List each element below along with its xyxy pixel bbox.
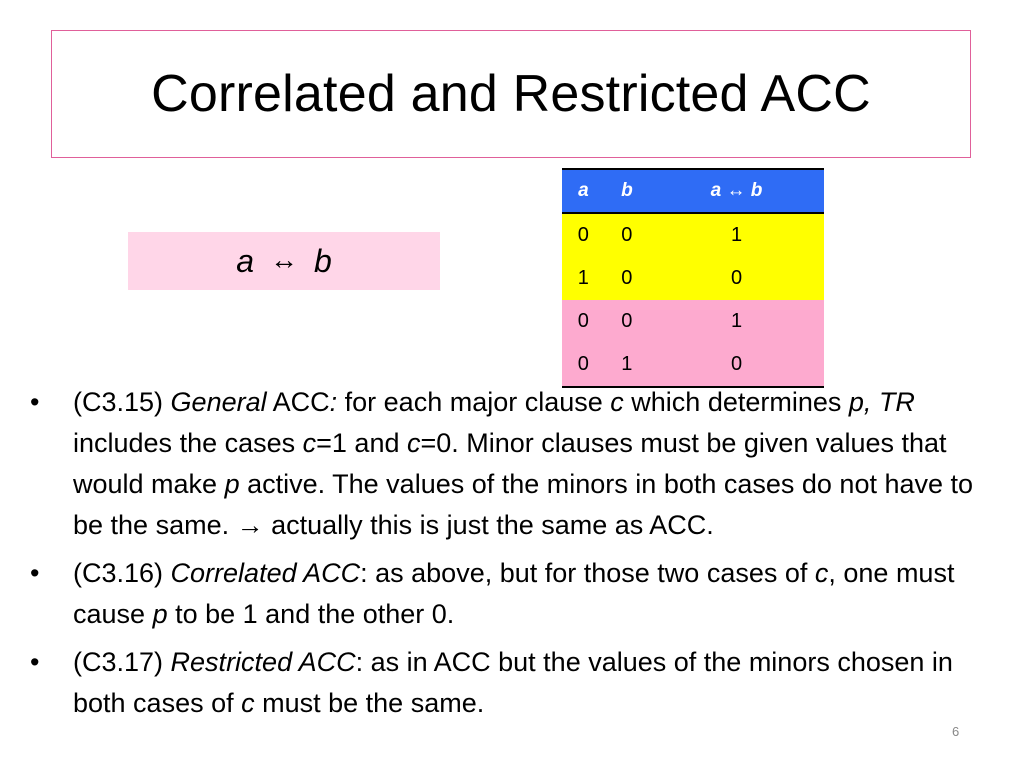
title-box bbox=[51, 30, 971, 158]
var-p: p bbox=[152, 599, 168, 629]
header-b: b bbox=[605, 169, 649, 213]
text-span: to be 1 and the other 0. bbox=[167, 599, 455, 629]
text-span: includes the cases bbox=[73, 428, 303, 458]
table-row bbox=[562, 257, 824, 300]
slide-title: Correlated and Restricted ACC bbox=[151, 65, 871, 123]
text-span: : as in ACC but the values of the minors chosen in both cases of bbox=[73, 647, 953, 718]
table-cell: 1 bbox=[605, 343, 649, 387]
table-row bbox=[562, 343, 824, 387]
text-span: : as above, but for those two cases of bbox=[360, 558, 815, 588]
var-tr: TR bbox=[878, 387, 915, 417]
var-c: c bbox=[610, 387, 624, 417]
truth-table bbox=[562, 168, 824, 388]
table-cell: 0 bbox=[605, 213, 649, 257]
var-p: p, bbox=[848, 387, 872, 417]
table-cell: 1 bbox=[649, 213, 824, 257]
text-span: =1 and bbox=[316, 428, 407, 458]
table-cell: 0 bbox=[649, 257, 824, 300]
bullet-dot: • bbox=[30, 647, 40, 677]
formula-right: b bbox=[314, 242, 332, 279]
table-cell: 0 bbox=[605, 257, 649, 300]
table-cell: 0 bbox=[562, 300, 605, 343]
formula-box bbox=[128, 232, 440, 290]
bullet-list bbox=[30, 382, 990, 731]
formula-left: a bbox=[236, 242, 254, 279]
text-span: , one must cause bbox=[73, 558, 955, 629]
text-span: ACC bbox=[266, 387, 330, 417]
term-correlated-acc: Correlated ACC bbox=[170, 558, 361, 588]
truth-table-header-row bbox=[562, 169, 824, 213]
bullet-dot: • bbox=[30, 558, 40, 588]
var-c: c bbox=[814, 558, 829, 588]
text-span: (C3.17) bbox=[73, 647, 171, 677]
table-cell: 0 bbox=[562, 343, 605, 387]
text-span: for each major clause bbox=[337, 387, 611, 417]
text-span: (C3.15) bbox=[73, 387, 171, 417]
text-span: active. The values of the minors in both cases do not have to be the same. bbox=[73, 469, 974, 540]
bullet-c3-15 bbox=[30, 382, 990, 546]
text-span bbox=[871, 387, 879, 417]
header-a: a bbox=[562, 169, 605, 213]
header-a-iff-b: a ↔ b bbox=[649, 169, 824, 213]
term-restricted-acc: Restricted ACC bbox=[170, 647, 356, 677]
page-number: 6 bbox=[952, 724, 960, 739]
text-span: actually this is just the same as ACC. bbox=[263, 510, 714, 540]
text-span: =0. Minor clauses must be given values that would make bbox=[73, 428, 947, 499]
arrow-right-icon: → bbox=[236, 510, 264, 540]
table-row bbox=[562, 213, 824, 257]
table-cell: 0 bbox=[562, 213, 605, 257]
var-c: c bbox=[241, 688, 255, 718]
var-p: p bbox=[224, 469, 240, 499]
table-cell: 1 bbox=[649, 300, 824, 343]
term-general: General bbox=[170, 387, 267, 417]
table-cell: 0 bbox=[605, 300, 649, 343]
table-cell: 1 bbox=[562, 257, 605, 300]
text-span: : bbox=[329, 387, 338, 417]
text-span: (C3.16) bbox=[73, 558, 171, 588]
text-span: which determines bbox=[623, 387, 849, 417]
bullet-c3-16 bbox=[30, 553, 990, 635]
var-c: c bbox=[302, 428, 317, 458]
table-row bbox=[562, 300, 824, 343]
bullet-c3-17 bbox=[30, 642, 990, 724]
var-c: c bbox=[406, 428, 421, 458]
biconditional-symbol: ↔ bbox=[270, 245, 298, 276]
bullet-dot: • bbox=[30, 387, 40, 417]
table-cell: 0 bbox=[649, 343, 824, 387]
text-span: must be the same. bbox=[254, 688, 485, 718]
